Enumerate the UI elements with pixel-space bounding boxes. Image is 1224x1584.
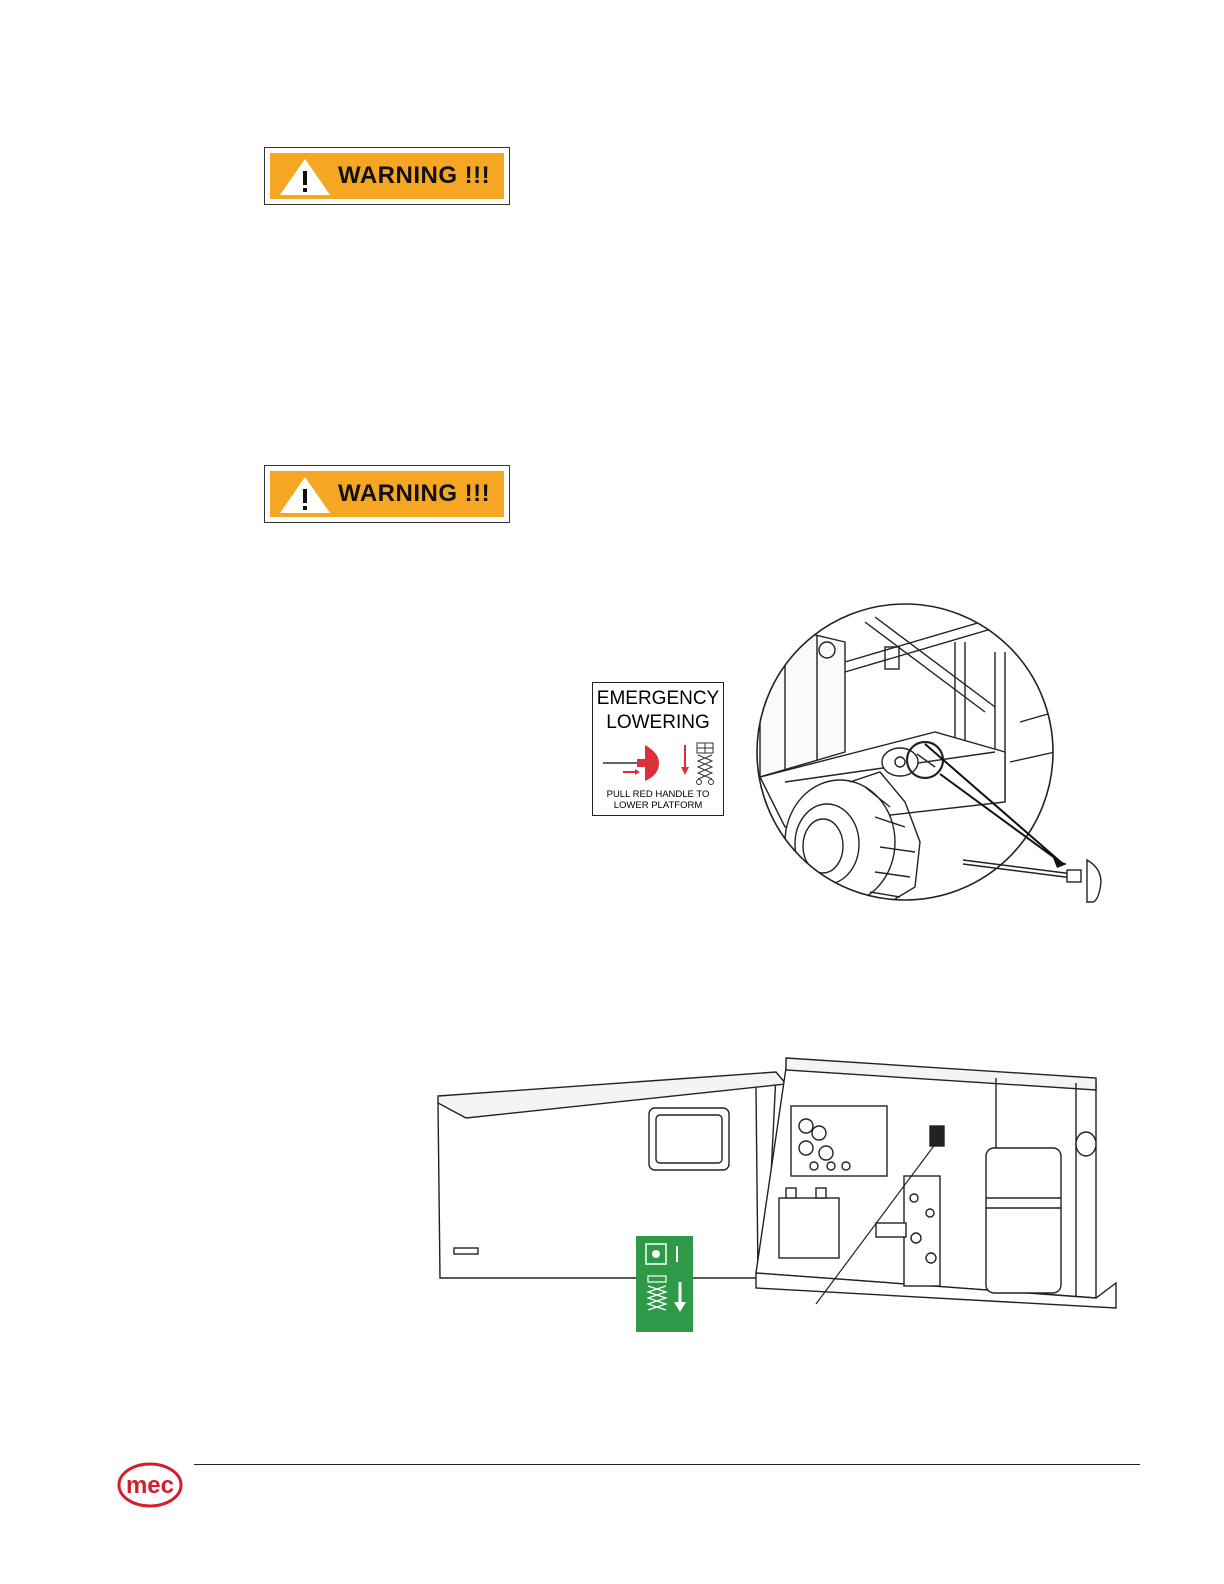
decal-title-line2: LOWERING bbox=[606, 712, 710, 733]
pull-handle-diagram-icon bbox=[601, 741, 717, 787]
footer-rule bbox=[194, 1464, 1140, 1465]
exclamation-triangle-icon bbox=[278, 157, 332, 197]
warning-label bbox=[264, 147, 510, 205]
decal-title bbox=[593, 687, 723, 735]
decal-caption-line2: LOWER PLATFORM bbox=[613, 800, 703, 811]
green-lowering-decal-icon bbox=[636, 1236, 693, 1332]
control-compartment-figure bbox=[436, 1048, 1118, 1338]
decal-caption-line1: PULL RED HANDLE TO bbox=[606, 789, 710, 800]
decal-caption bbox=[593, 789, 723, 811]
emergency-lowering-handle-figure bbox=[755, 602, 1115, 907]
exclamation-triangle-icon bbox=[278, 475, 332, 515]
mec-logo bbox=[117, 1462, 183, 1508]
warning-text: WARNING !!! bbox=[338, 162, 491, 189]
logo-text: mec bbox=[125, 1472, 175, 1499]
decal-title-line1: EMERGENCY bbox=[596, 688, 720, 709]
warning-text: WARNING !!! bbox=[338, 480, 491, 507]
warning-label bbox=[264, 465, 510, 523]
emergency-lowering-decal bbox=[592, 682, 724, 816]
